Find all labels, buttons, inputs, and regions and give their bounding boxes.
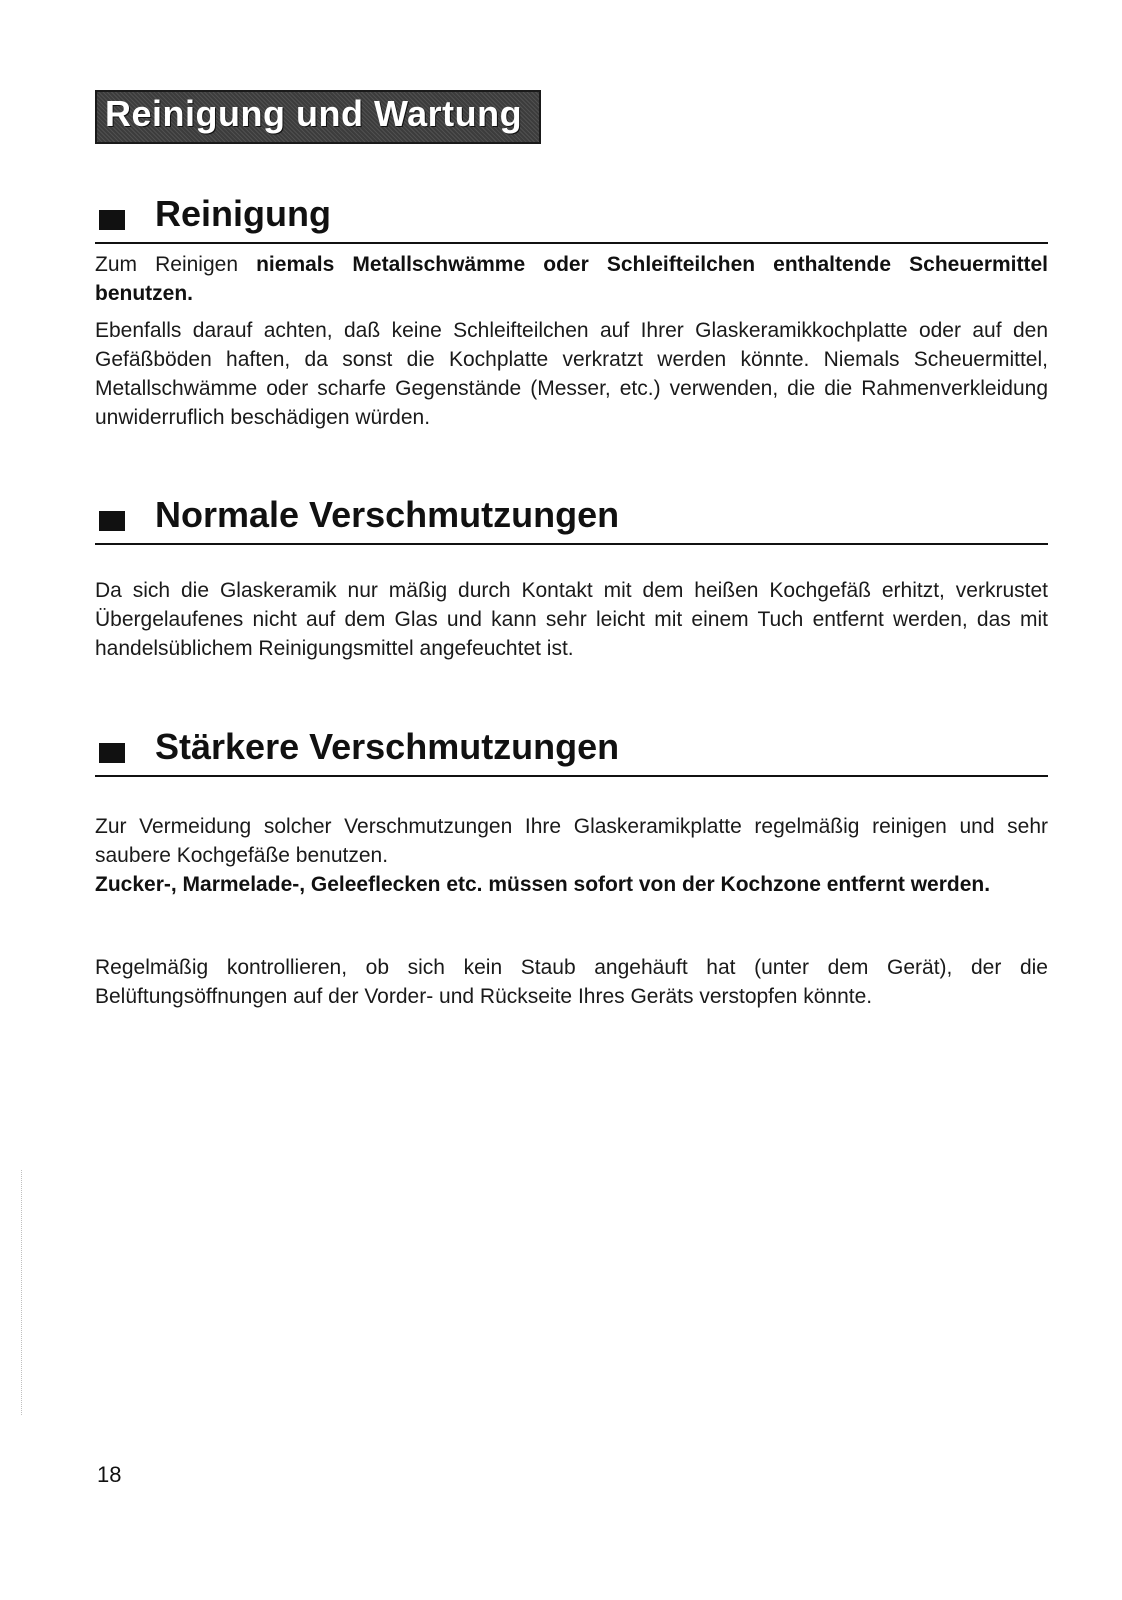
paragraph-heavy-soiling xyxy=(95,812,1048,899)
bold-warning-text: Zucker-, Marmelade-, Geleeflecken etc. müssen sofort von der Kochzone entfernt werden. xyxy=(95,873,991,896)
paragraph-cleaning-details: Ebenfalls darauf achten, daß keine Schleifteilchen auf Ihrer Glaskeramikkochplatte oder auf den Gefäßböden haften, da sonst die Kochplatte verkratzt werden könnte. Niemals Scheuermittel, Metallschwämme oder scharfe Gegenstände (Messer, etc.) verwenden, die die Rahmenverkleidung unwiderruflich beschädigen würden. xyxy=(95,319,1048,429)
chapter-title-banner xyxy=(95,90,541,144)
paragraph-ventilation: Regelmäßig kontrollieren, ob sich kein Staub angehäuft hat (unter dem Gerät), der die Belüftungsöffnungen auf der Vorder- und Rückseite Ihres Geräts verstopfen könnte. xyxy=(95,956,1048,1008)
section-heading-normal-soiling xyxy=(95,494,1048,545)
bold-warning-text: niemals Metallschwämme oder Schleifteilchen enthaltende Scheuermittel benutzen. xyxy=(95,253,1049,305)
chapter-title: Reinigung und Wartung xyxy=(105,93,523,134)
square-bullet-icon xyxy=(99,743,125,763)
paragraph-cleaning-warning xyxy=(95,250,1048,308)
paragraph-text: Zum Reinigen xyxy=(95,253,257,276)
section-title: Stärkere Verschmutzungen xyxy=(155,726,620,767)
square-bullet-icon xyxy=(99,511,125,531)
section-heading-heavy-soiling xyxy=(95,726,1048,777)
square-bullet-icon xyxy=(99,210,125,230)
scan-margin-line xyxy=(21,1170,22,1415)
paragraph-normal-soiling: Da sich die Glaskeramik nur mäßig durch Kontakt mit dem heißen Kochgefäß erhitzt, verkrustet Übergelaufenes nicht auf dem Glas und kann sehr leicht mit einem Tuch entfernt werden, das mit handelsüblichem Reinigungsmittel angefeuchtet ist. xyxy=(95,579,1048,660)
page-number: 18 xyxy=(97,1462,122,1487)
section-title: Reinigung xyxy=(155,193,331,234)
section-heading-reinigung xyxy=(95,193,1048,244)
paragraph-text: Zur Vermeidung solcher Verschmutzungen Ihre Glaskeramikplatte regelmäßig reinigen und sehr saubere Kochgefäße benutzen. xyxy=(95,815,1048,867)
section-title: Normale Verschmutzungen xyxy=(155,494,620,535)
